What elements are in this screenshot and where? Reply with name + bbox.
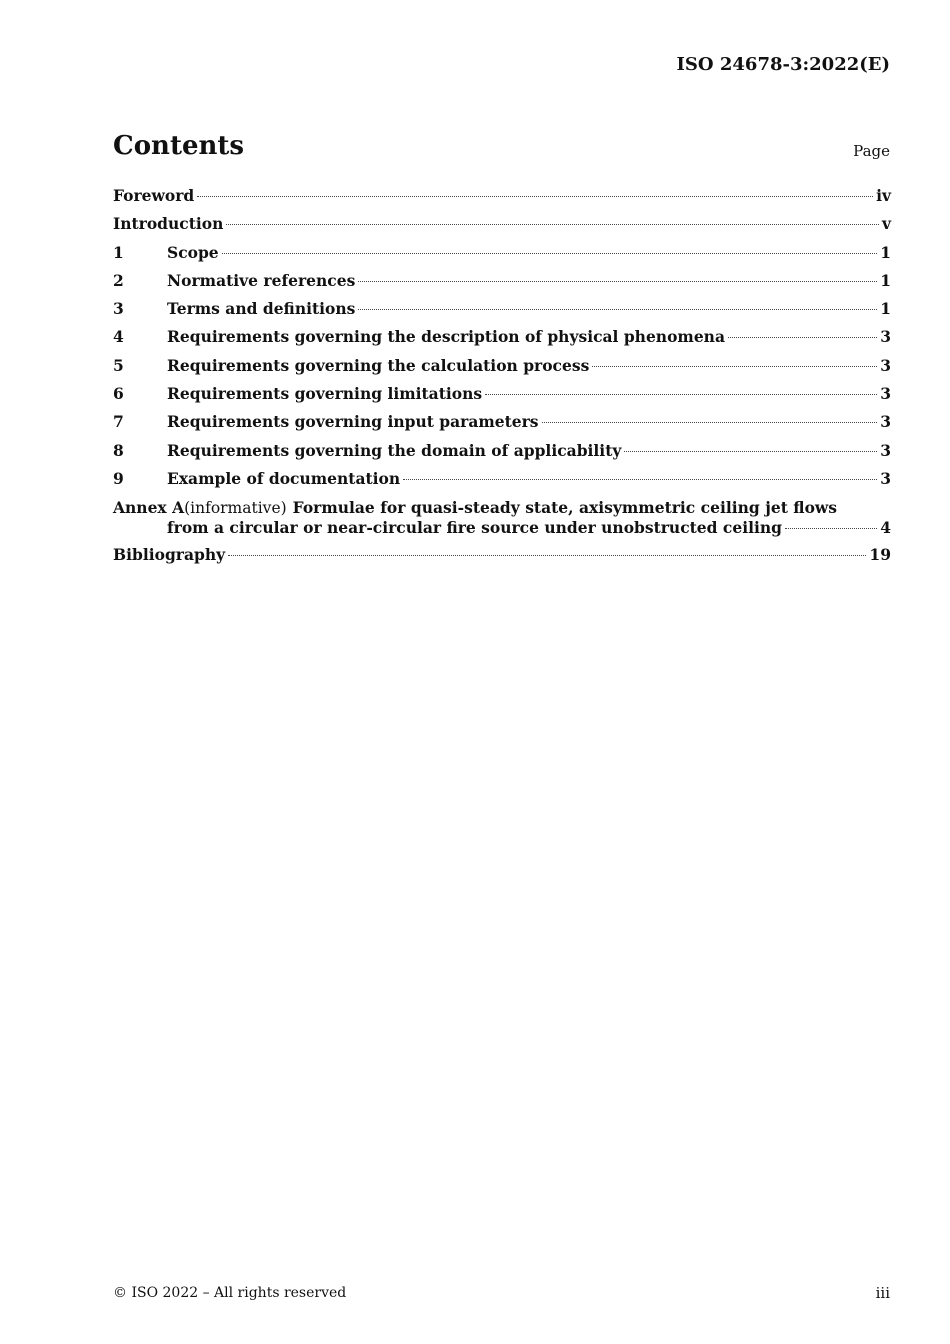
toc-number: 9 — [113, 468, 124, 488]
toc-page: 3 — [880, 327, 891, 347]
toc-label: Normative references — [167, 270, 356, 290]
dot-leader — [197, 196, 873, 197]
toc-page: 3 — [880, 384, 891, 404]
toc-entry-scope[interactable] — [113, 242, 891, 270]
dot-leader — [542, 422, 878, 423]
dot-leader — [785, 528, 877, 529]
toc-number: 6 — [113, 384, 124, 404]
toc-label: Introduction — [113, 214, 224, 234]
toc-label: Scope — [167, 242, 219, 262]
toc-entry-introduction[interactable] — [113, 213, 891, 241]
toc-entry-normative-references[interactable] — [113, 270, 891, 298]
toc-entry-example-of-documentation[interactable] — [113, 468, 891, 496]
toc-entry-annex-a[interactable] — [113, 498, 891, 538]
toc-page: v — [881, 214, 891, 234]
page-number: iii — [875, 1284, 890, 1302]
annex-title-line2: from a circular or near-circular fire source under unobstructed ceiling — [167, 518, 782, 538]
toc-number: 5 — [113, 355, 124, 375]
dot-leader — [358, 281, 877, 282]
copyright-notice: © ISO 2022 – All rights reserved — [113, 1285, 347, 1301]
table-of-contents — [113, 185, 891, 573]
toc-entry-foreword[interactable] — [113, 185, 891, 213]
toc-number: 2 — [113, 270, 124, 290]
toc-label: Terms and definitions — [167, 299, 356, 319]
toc-entry-domain-of-applicability[interactable] — [113, 440, 891, 468]
toc-page: 3 — [880, 468, 891, 488]
toc-label: Requirements governing the description of physical phenomena — [167, 327, 725, 347]
annex-prefix: Annex A — [113, 498, 185, 518]
toc-entry-physical-phenomena[interactable] — [113, 326, 891, 354]
dot-leader — [592, 366, 877, 367]
dot-leader — [403, 479, 877, 480]
toc-entry-terms-and-definitions[interactable] — [113, 298, 891, 326]
toc-number: 3 — [113, 299, 124, 319]
toc-entry-input-parameters[interactable] — [113, 411, 891, 439]
toc-number: 4 — [113, 327, 124, 347]
toc-label: Requirements governing input parameters — [167, 412, 539, 432]
dot-leader — [226, 224, 879, 225]
annex-title-line1: Formulae for quasi-steady state, axisymmetric ceiling jet flows — [292, 498, 837, 518]
toc-label: Requirements governing the domain of applicability — [167, 440, 622, 460]
toc-page: 3 — [880, 412, 891, 432]
dot-leader — [358, 309, 877, 310]
annex-note: (informative) — [184, 499, 287, 518]
toc-page: 4 — [880, 518, 891, 538]
toc-label: Requirements governing limitations — [167, 384, 483, 404]
dot-leader — [624, 451, 877, 452]
document-id: ISO 24678-3:2022(E) — [676, 54, 890, 75]
toc-page: 3 — [880, 440, 891, 460]
dot-leader — [222, 253, 878, 254]
toc-number: 8 — [113, 440, 124, 460]
toc-page: 19 — [869, 545, 891, 565]
toc-number: 7 — [113, 412, 124, 432]
page-column-label: Page — [853, 142, 890, 160]
toc-entry-limitations[interactable] — [113, 383, 891, 411]
toc-page: 1 — [880, 270, 891, 290]
contents-title: Contents — [113, 131, 245, 161]
dot-leader — [728, 337, 877, 338]
toc-entry-bibliography[interactable] — [113, 544, 891, 572]
dot-leader — [228, 555, 866, 556]
toc-page: iv — [876, 186, 891, 205]
toc-label: Bibliography — [113, 545, 226, 565]
toc-page: 3 — [880, 355, 891, 375]
toc-entry-calculation-process[interactable] — [113, 355, 891, 383]
toc-page: 1 — [880, 242, 891, 262]
toc-label: Foreword — [113, 186, 195, 205]
toc-label: Requirements governing the calculation process — [167, 355, 590, 375]
dot-leader — [485, 394, 877, 395]
toc-page: 1 — [880, 299, 891, 319]
toc-label: Example of documentation — [167, 468, 401, 488]
toc-number: 1 — [113, 242, 124, 262]
